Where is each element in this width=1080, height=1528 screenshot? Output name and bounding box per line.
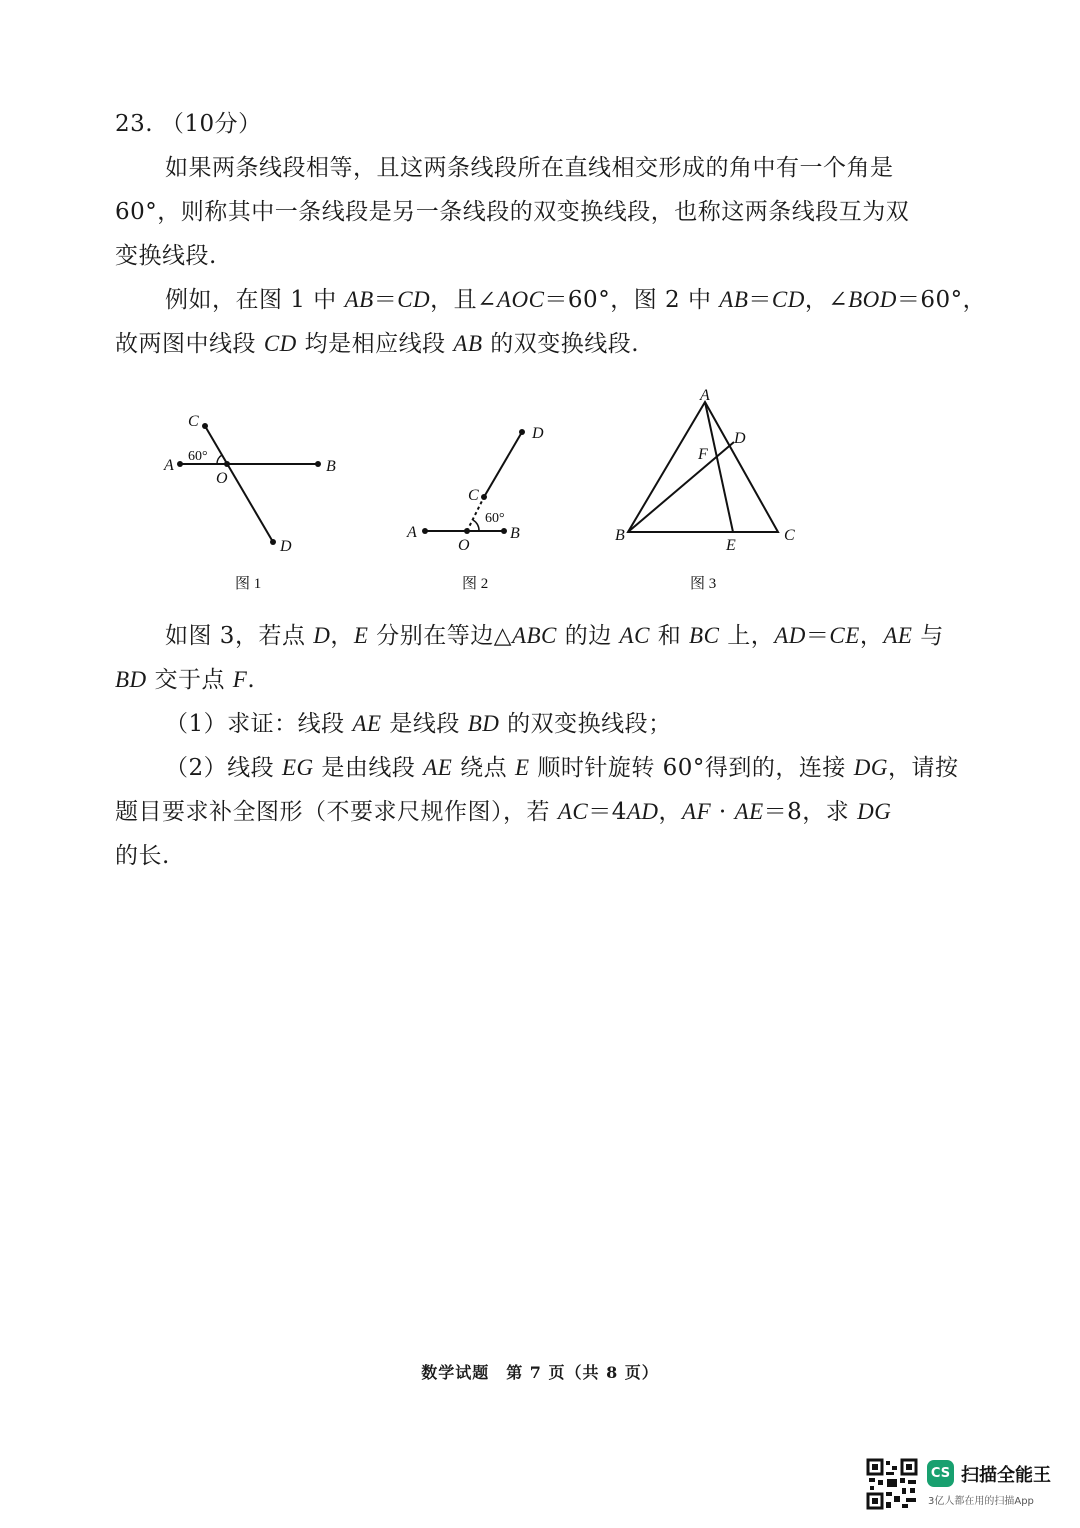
question-line-2: BD 交于点 F. <box>115 667 256 693</box>
figure-3 <box>628 402 778 532</box>
part-2-line-1: （2）线段 EG 是由线段 AE 绕点 E 顺时针旋转 60°得到的，连接 DG，请按 <box>165 755 959 781</box>
page-footer: 数学试题 第 7 页（共 8 页） <box>421 1363 659 1382</box>
watermark-title: 扫描全能王 <box>961 1465 1051 1486</box>
problem-heading: 23. （10分） <box>115 111 262 137</box>
fig2-label-A: A <box>407 524 417 541</box>
figure-2 <box>425 432 522 531</box>
watermark-subtitle: 3亿人都在用的扫描App <box>928 1496 1034 1507</box>
fig3-label-C: C <box>784 527 795 544</box>
fig3-label-A: A <box>700 387 710 404</box>
fig3-caption: 图 3 <box>690 576 717 592</box>
fig2-label-D: D <box>532 425 544 442</box>
definition-line-2: 60°，则称其中一条线段是另一条线段的双变换线段，也称这两条线段互为双 <box>115 199 910 225</box>
fig2-label-B: B <box>510 525 520 542</box>
fig2-label-O: O <box>458 537 470 554</box>
figure-1-points <box>177 423 321 545</box>
qr-code-icon <box>866 1458 918 1510</box>
fig1-label-A: A <box>164 457 174 474</box>
part-2-line-2: 题目要求补全图形（不要求尺规作图），若 AC＝4AD，AF · AE＝8，求 DG <box>115 799 892 825</box>
fig3-label-F: F <box>698 446 708 463</box>
fig1-angle: 60° <box>188 449 208 464</box>
part-2-line-3: 的长. <box>115 843 170 869</box>
fig1-label-C: C <box>188 413 199 430</box>
question-line-1: 如图 3，若点 D，E 分别在等边△ABC 的边 AC 和 BC 上，AD＝CE，AE 与 <box>165 623 944 649</box>
fig2-label-C: C <box>468 487 479 504</box>
fig1-caption: 图 1 <box>235 576 262 592</box>
figure-1 <box>180 426 318 542</box>
fig3-label-B: B <box>615 527 625 544</box>
fig1-label-B: B <box>326 458 336 475</box>
example-line-2: 故两图中线段 CD 均是相应线段 AB 的双变换线段. <box>115 331 640 357</box>
part-1: （1）求证：线段 AE 是线段 BD 的双变换线段； <box>165 711 672 737</box>
fig1-label-O: O <box>216 470 228 487</box>
figures-row <box>150 380 830 610</box>
fig2-caption: 图 2 <box>462 576 489 592</box>
fig3-label-D: D <box>734 430 746 447</box>
definition-line-3: 变换线段. <box>115 243 217 269</box>
fig2-angle: 60° <box>485 511 505 526</box>
example-line-1: 例如，在图 1 中 AB＝CD，且∠AOC＝60°，图 2 中 AB＝CD，∠BOD＝60°， <box>165 287 987 313</box>
fig3-label-E: E <box>726 537 736 554</box>
fig1-label-D: D <box>280 538 292 555</box>
definition-line-1: 如果两条线段相等，且这两条线段所在直线相交形成的角中有一个角是 <box>165 155 894 181</box>
figures-svg <box>150 380 830 610</box>
camscanner-logo: CS <box>927 1460 954 1487</box>
